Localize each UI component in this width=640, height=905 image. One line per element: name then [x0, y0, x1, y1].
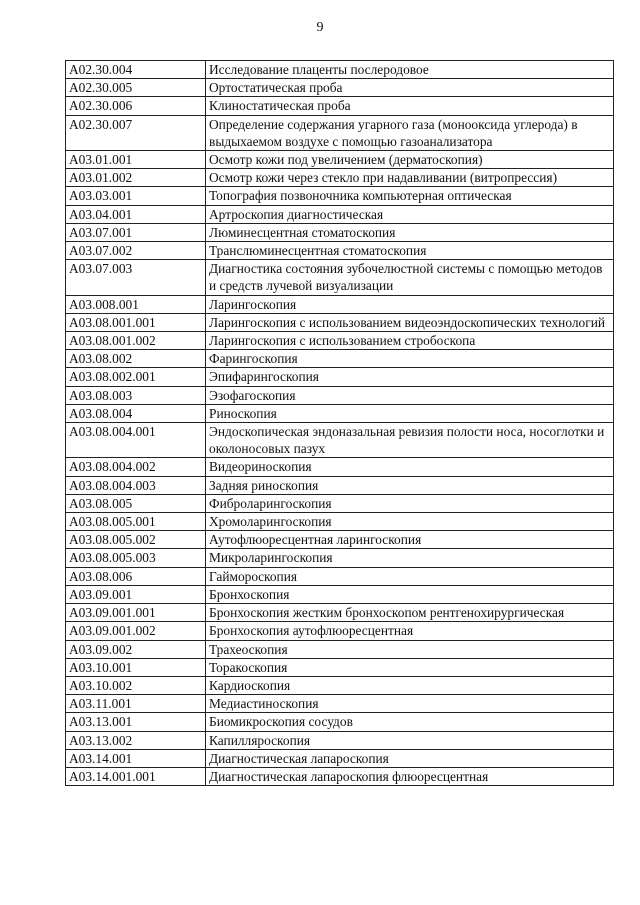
service-code-cell: A03.01.001 — [66, 151, 206, 169]
table-row — [66, 767, 614, 785]
service-code-cell: A03.14.001.001 — [66, 767, 206, 785]
service-code-cell: A03.08.004.001 — [66, 423, 206, 458]
table-row — [66, 295, 614, 313]
service-code-cell: A03.08.002 — [66, 350, 206, 368]
table-row — [66, 513, 614, 531]
table-row — [66, 368, 614, 386]
service-name-cell: Риноскопия — [206, 404, 614, 422]
service-code-cell: A02.30.007 — [66, 115, 206, 150]
service-name-cell: Ларингоскопия — [206, 295, 614, 313]
table-row — [66, 640, 614, 658]
table-row — [66, 79, 614, 97]
table-row — [66, 115, 614, 150]
service-code-cell: A03.08.005.001 — [66, 513, 206, 531]
table-row — [66, 676, 614, 694]
services-table — [65, 60, 614, 786]
table-row — [66, 749, 614, 767]
table-row — [66, 531, 614, 549]
table-row — [66, 61, 614, 79]
table-row — [66, 223, 614, 241]
table-row — [66, 476, 614, 494]
service-name-cell: Бронхоскопия — [206, 585, 614, 603]
service-name-cell: Люминесцентная стоматоскопия — [206, 223, 614, 241]
service-code-cell: A03.08.005.002 — [66, 531, 206, 549]
table-row — [66, 242, 614, 260]
service-code-cell: A02.30.005 — [66, 79, 206, 97]
service-name-cell: Гайморoскопия — [206, 567, 614, 585]
service-code-cell: A03.11.001 — [66, 695, 206, 713]
table-row — [66, 622, 614, 640]
service-name-cell: Трахеоскопия — [206, 640, 614, 658]
service-name-cell: Ларингоскопия с использованием видеоэндоскопических технологий — [206, 313, 614, 331]
table-row — [66, 332, 614, 350]
service-code-cell: A03.09.001 — [66, 585, 206, 603]
service-name-cell: Ларингоскопия с использованием стробоскопа — [206, 332, 614, 350]
table-row — [66, 350, 614, 368]
service-name-cell: Артроскопия диагностическая — [206, 205, 614, 223]
service-name-cell: Ортостатическая проба — [206, 79, 614, 97]
service-name-cell: Транслюминесцентная стоматоскопия — [206, 242, 614, 260]
service-name-cell: Хромоларингоскопия — [206, 513, 614, 531]
service-code-cell: A03.10.001 — [66, 658, 206, 676]
service-name-cell: Фиброларингоскопия — [206, 494, 614, 512]
service-code-cell: A03.03.001 — [66, 187, 206, 205]
table-row — [66, 260, 614, 295]
service-name-cell: Микроларингоскопия — [206, 549, 614, 567]
service-name-cell: Диагностическая лапароскопия — [206, 749, 614, 767]
service-code-cell: A03.09.001.001 — [66, 604, 206, 622]
service-name-cell: Диагностика состояния зубочелюстной системы с помощью методов и средств лучевой визуализации — [206, 260, 614, 295]
service-name-cell: Биомикроскопия сосудов — [206, 713, 614, 731]
table-row — [66, 97, 614, 115]
table-row — [66, 567, 614, 585]
service-code-cell: A03.08.003 — [66, 386, 206, 404]
table-row — [66, 205, 614, 223]
service-name-cell: Фарингоскопия — [206, 350, 614, 368]
service-name-cell: Медиастиноскопия — [206, 695, 614, 713]
service-name-cell: Капилляроскопия — [206, 731, 614, 749]
service-name-cell: Бронхоскопия жестким бронхоскопом рентгенохирургическая — [206, 604, 614, 622]
service-name-cell: Топография позвоночника компьютерная оптическая — [206, 187, 614, 205]
service-code-cell: A03.01.002 — [66, 169, 206, 187]
table-row — [66, 604, 614, 622]
service-name-cell: Видеориноскопия — [206, 458, 614, 476]
service-code-cell: A03.08.002.001 — [66, 368, 206, 386]
service-code-cell: A03.09.001.002 — [66, 622, 206, 640]
service-code-cell: A03.08.004 — [66, 404, 206, 422]
service-code-cell: A03.13.002 — [66, 731, 206, 749]
service-code-cell: A03.04.001 — [66, 205, 206, 223]
service-name-cell: Диагностическая лапароскопия флюоресцентная — [206, 767, 614, 785]
service-name-cell: Исследование плаценты послеродовое — [206, 61, 614, 79]
service-code-cell: A03.08.006 — [66, 567, 206, 585]
table-row — [66, 151, 614, 169]
table-row — [66, 404, 614, 422]
service-code-cell: A02.30.004 — [66, 61, 206, 79]
services-table-body — [66, 61, 614, 786]
table-row — [66, 494, 614, 512]
service-code-cell: A03.08.005 — [66, 494, 206, 512]
service-code-cell: A03.09.002 — [66, 640, 206, 658]
service-name-cell: Торакоскопия — [206, 658, 614, 676]
service-name-cell: Аутофлюоресцентная ларингоскопия — [206, 531, 614, 549]
table-row — [66, 423, 614, 458]
service-code-cell: A03.07.001 — [66, 223, 206, 241]
table-row — [66, 658, 614, 676]
service-code-cell: A03.08.004.002 — [66, 458, 206, 476]
service-code-cell: A03.07.002 — [66, 242, 206, 260]
service-name-cell: Осмотр кожи под увеличением (дерматоскопия) — [206, 151, 614, 169]
table-row — [66, 313, 614, 331]
service-name-cell: Определение содержания угарного газа (монооксида углерода) в выдыхаемом воздухе с помощью газоанализатора — [206, 115, 614, 150]
service-code-cell: A02.30.006 — [66, 97, 206, 115]
table-row — [66, 731, 614, 749]
service-code-cell: A03.14.001 — [66, 749, 206, 767]
table-row — [66, 585, 614, 603]
service-name-cell: Эзофагоскопия — [206, 386, 614, 404]
service-code-cell: A03.10.002 — [66, 676, 206, 694]
service-code-cell: A03.13.001 — [66, 713, 206, 731]
page-number: 9 — [316, 20, 324, 35]
table-row — [66, 386, 614, 404]
service-name-cell: Эпифарингоскопия — [206, 368, 614, 386]
service-name-cell: Кардиоскопия — [206, 676, 614, 694]
service-code-cell: A03.08.001.001 — [66, 313, 206, 331]
service-name-cell: Бронхоскопия аутофлюоресцентная — [206, 622, 614, 640]
service-name-cell: Задняя риноскопия — [206, 476, 614, 494]
service-name-cell: Эндоскопическая эндоназальная ревизия полости носа, носоглотки и околоносовых пазух — [206, 423, 614, 458]
service-name-cell: Осмотр кожи через стекло при надавливании (витропрессия) — [206, 169, 614, 187]
service-code-cell: A03.08.004.003 — [66, 476, 206, 494]
table-row — [66, 549, 614, 567]
service-code-cell: A03.008.001 — [66, 295, 206, 313]
table-row — [66, 695, 614, 713]
service-code-cell: A03.08.005.003 — [66, 549, 206, 567]
service-code-cell: A03.08.001.002 — [66, 332, 206, 350]
service-code-cell: A03.07.003 — [66, 260, 206, 295]
table-row — [66, 187, 614, 205]
service-name-cell: Клиностатическая проба — [206, 97, 614, 115]
table-row — [66, 713, 614, 731]
table-row — [66, 169, 614, 187]
table-row — [66, 458, 614, 476]
